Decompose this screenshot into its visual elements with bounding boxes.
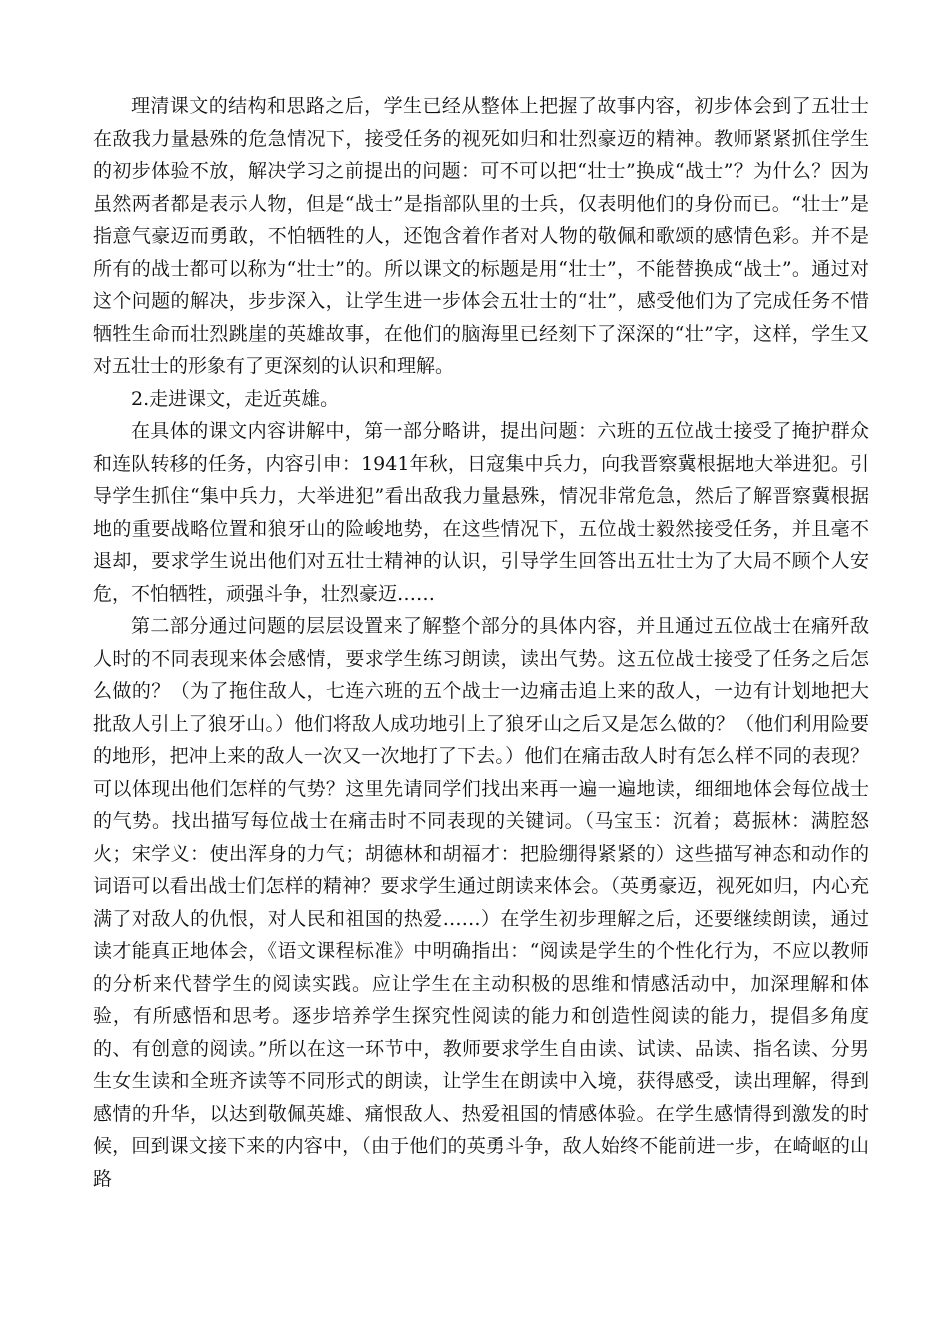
paragraph-structure-analysis: 理清课文的结构和思路之后，学生已经从整体上把握了故事内容，初步体会到了五壮士在敌我力量悬殊的危急情况下，接受任务的视死如归和壮烈豪迈的精神。教师紧紧抓住学生的初步体验不放，解决学习之前提出的问题：可不可以把“壮士”换成“战士”？为什么？因为虽然两者都是表示人物，但是“战士”是指部队里的士兵，仅表明他们的身份而已。“壮士”是指意气豪迈而勇敢，不怕牺牲的人，还饱含着作者对人物的敬佩和歌颂的感情色彩。并不是所有的战士都可以称为“壮士”的。所以课文的标题是用“壮士”，不能替换成“战士”。通过对这个问题的解决，步步深入，让学生进一步体会五壮士的“壮”，感受他们为了完成任务不惜牺牲生命而壮烈跳崖的英雄故事，在他们的脑海里已经刻下了深深的“壮”字，这样，学生又对五壮士的形象有了更深刻的认识和理解。 [93,95,869,377]
paragraph-part-two: 第二部分通过问题的层层设置来了解整个部分的具体内容，并且通过五位战士在痛歼敌人时的不同表现来体会感情，要求学生练习朗读，读出气势。这五位战士接受了任务之后怎么做的？（为了拖住敌人，七连六班的五个战士一边痛击追上来的敌人，一边有计划地把大批敌人引上了狼牙山。）他们将敌人成功地引上了狼牙山之后又是怎么做的？（他们利用险要的地形，把冲上来的敌人一次又一次地打了下去。）他们在痛击敌人时有怎么样不同的表现？可以体现出他们怎样的气势？这里先请同学们找出来再一遍一遍地读，细细地体会每位战士的气势。找出描写每位战士在痛击时不同表现的关键词。（马宝玉：沉着；葛振林：满腔怒火；宋学义：使出浑身的力气；胡德林和胡福才：把脸绷得紧紧的）这些描写神态和动作的词语可以看出战士们怎样的精神？要求学生通过朗读来体会。（英勇豪迈，视死如归，内心充满了对敌人的仇恨，对人民和祖国的热爱……）在学生初步理解之后，还要继续朗读，通过读才能真正地体会，《语文课程标准》中明确指出：“阅读是学生的个性化行为，不应以教师的分析来代替学生的阅读实践。应让学生在主动积极的思维和情感活动中，加深理解和体验，有所感悟和思考。逐步培养学生探究性阅读的能力和创造性阅读的能力，提倡多角度的、有创意的阅读。”所以在这一环节中，教师要求学生自由读、试读、品读、指名读、分男生女生读和全班齐读等不同形式的朗读，让学生在朗读中入境，获得感受，读出理解，得到感情的升华，以达到敬佩英雄、痛恨敌人、热爱祖国的情感体验。在学生感情得到激发的时候，回到课文接下来的内容中，（由于他们的英勇斗争，敌人始终不能前进一步，在崎岖的山路 [93,615,869,1190]
document-page [93,90,869,1195]
section-heading: 2.走进课文，走近英雄。 [131,387,340,410]
paragraph-part-one: 在具体的课文内容讲解中，第一部分略讲，提出问题：六班的五位战士接受了掩护群众和连队转移的任务，内容引申：1941年秋，日寇集中兵力，向我晋察冀根据地大举进犯。引导学生抓住“集中兵力，大举进犯”看出敌我力量悬殊，情况非常危急，然后了解晋察冀根据地的重要战略位置和狼牙山的险峻地势，在这些情况下，五位战士毅然接受任务，并且毫不退却，要求学生说出他们对五壮士精神的认识，引导学生回答出五壮士为了大局不顾个人安危，不怕牺牲，顽强斗争，壮烈豪迈…… [93,420,869,605]
